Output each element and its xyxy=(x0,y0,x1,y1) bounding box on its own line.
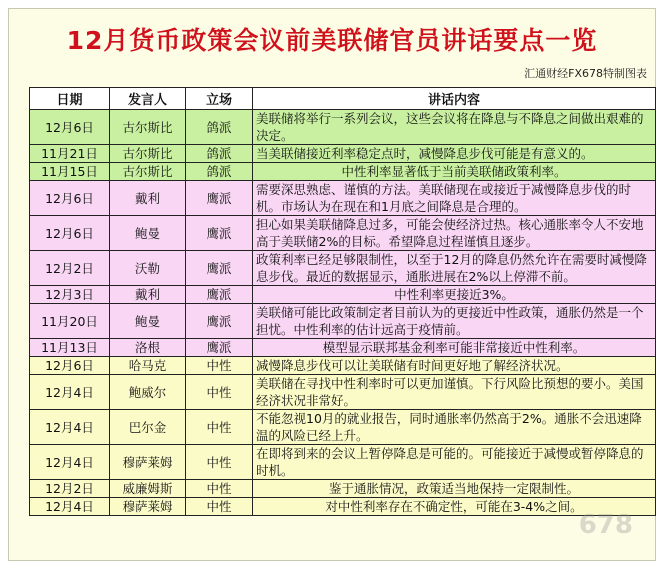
source-label: 汇通财经FX678特制图表 xyxy=(524,67,647,80)
page-title: 12月货币政策会议前美联储官员讲话要点一览 xyxy=(66,26,598,55)
table-row xyxy=(30,286,656,304)
table-header-row xyxy=(30,88,656,110)
cell-content: 政策利率已经足够限制性，以至于12月的降息仍然允许在需要时减慢降息步伐。最近的数据显示，通胀进展在2%以上停滞不前。 xyxy=(253,251,656,286)
header-speaker: 发言人 xyxy=(110,88,186,110)
cell-date: 12月2日 xyxy=(30,480,110,498)
cell-content: 在即将到来的会议上暂停降息是可能的。可能接近于减慢或暂停降息的时机。 xyxy=(253,445,656,480)
cell-date: 12月6日 xyxy=(30,216,110,251)
cell-stance: 鹰派 xyxy=(186,304,253,339)
cell-stance: 中性 xyxy=(186,410,253,445)
cell-stance: 鹰派 xyxy=(186,216,253,251)
cell-content: 美联储在寻找中性利率时可以更加谨慎。下行风险比预想的要小。美国经济状况非常好。 xyxy=(253,375,656,410)
cell-content: 对中性利率存在不确定性，可能在3-4%之间。 xyxy=(253,498,656,516)
cell-stance: 鸽派 xyxy=(186,163,253,181)
cell-content: 减慢降息步伐可以让美联储有时间更好地了解经济状况。 xyxy=(253,357,656,375)
cell-speaker: 哈马克 xyxy=(110,357,186,375)
cell-speaker: 沃勒 xyxy=(110,251,186,286)
cell-stance: 鹰派 xyxy=(186,181,253,216)
cell-content: 需要深思熟虑、谨慎的方法。美联储现在或接近于减慢降息步伐的时机。市场认为在现在和1月底之间降息是合理的。 xyxy=(253,181,656,216)
cell-speaker: 古尔斯比 xyxy=(110,110,186,145)
cell-speaker: 鲍威尔 xyxy=(110,375,186,410)
cell-content: 模型显示联邦基金利率可能非常接近中性利率。 xyxy=(253,339,656,357)
cell-stance: 鸽派 xyxy=(186,110,253,145)
cell-date: 12月4日 xyxy=(30,375,110,410)
header-stance: 立场 xyxy=(186,88,253,110)
cell-stance: 鹰派 xyxy=(186,251,253,286)
cell-date: 11月13日 xyxy=(30,339,110,357)
cell-speaker: 鲍曼 xyxy=(110,216,186,251)
cell-stance: 鸽派 xyxy=(186,145,253,163)
cell-content: 中性利率显著低于当前美联储政策利率。 xyxy=(253,163,656,181)
cell-date: 12月4日 xyxy=(30,445,110,480)
cell-date: 12月2日 xyxy=(30,251,110,286)
cell-content: 中性利率更接近3%。 xyxy=(253,286,656,304)
cell-date: 12月4日 xyxy=(30,498,110,516)
watermark: 678 xyxy=(578,510,633,540)
table-row xyxy=(30,498,656,516)
table-row xyxy=(30,163,656,181)
cell-date: 11月20日 xyxy=(30,304,110,339)
cell-stance: 中性 xyxy=(186,445,253,480)
cell-date: 12月4日 xyxy=(30,410,110,445)
table-row xyxy=(30,357,656,375)
cell-speaker: 洛根 xyxy=(110,339,186,357)
cell-stance: 中性 xyxy=(186,357,253,375)
table-row xyxy=(30,216,656,251)
header-date: 日期 xyxy=(30,88,110,110)
cell-date: 12月6日 xyxy=(30,357,110,375)
cell-content: 鉴于通胀情况，政策适当地保持一定限制性。 xyxy=(253,480,656,498)
cell-stance: 中性 xyxy=(186,480,253,498)
cell-speaker: 古尔斯比 xyxy=(110,163,186,181)
cell-date: 12月3日 xyxy=(30,286,110,304)
table-body xyxy=(30,110,656,516)
cell-stance: 中性 xyxy=(186,375,253,410)
cell-speaker: 戴利 xyxy=(110,181,186,216)
infographic-frame xyxy=(8,8,656,561)
cell-content: 当美联储接近利率稳定点时，减慢降息步伐可能是有意义的。 xyxy=(253,145,656,163)
cell-date: 12月6日 xyxy=(30,181,110,216)
table-row xyxy=(30,375,656,410)
table-row xyxy=(30,145,656,163)
cell-stance: 中性 xyxy=(186,498,253,516)
table-row xyxy=(30,339,656,357)
table-row xyxy=(30,480,656,498)
table-row xyxy=(30,445,656,480)
table-row xyxy=(30,251,656,286)
header-content: 讲话内容 xyxy=(253,88,656,110)
cell-content: 担心如果美联储降息过多，可能会使经济过热。核心通胀率令人不安地高于美联储2%的目标。希望降息过程谨慎且逐步。 xyxy=(253,216,656,251)
cell-date: 12月6日 xyxy=(30,110,110,145)
table-row xyxy=(30,304,656,339)
cell-content: 美联储可能比政策制定者目前认为的更接近中性政策，通胀仍然是一个担忧。中性利率的估计远高于疫情前。 xyxy=(253,304,656,339)
table-row xyxy=(30,181,656,216)
cell-speaker: 戴利 xyxy=(110,286,186,304)
cell-stance: 鹰派 xyxy=(186,286,253,304)
cell-speaker: 鲍曼 xyxy=(110,304,186,339)
cell-speaker: 穆萨莱姆 xyxy=(110,445,186,480)
cell-speaker: 巴尔金 xyxy=(110,410,186,445)
cell-stance: 鹰派 xyxy=(186,339,253,357)
cell-content: 不能忽视10月的就业报告，同时通胀率仍然高于2%。通胀不会迅速降温的风险已经上升。 xyxy=(253,410,656,445)
table-row xyxy=(30,110,656,145)
cell-date: 11月15日 xyxy=(30,163,110,181)
cell-speaker: 穆萨莱姆 xyxy=(110,498,186,516)
cell-speaker: 威廉姆斯 xyxy=(110,480,186,498)
cell-speaker: 古尔斯比 xyxy=(110,145,186,163)
cell-date: 11月21日 xyxy=(30,145,110,163)
table-row xyxy=(30,410,656,445)
cell-content: 美联储将举行一系列会议，这些会议将在降息与不降息之间做出艰难的决定。 xyxy=(253,110,656,145)
speech-table xyxy=(29,87,656,516)
